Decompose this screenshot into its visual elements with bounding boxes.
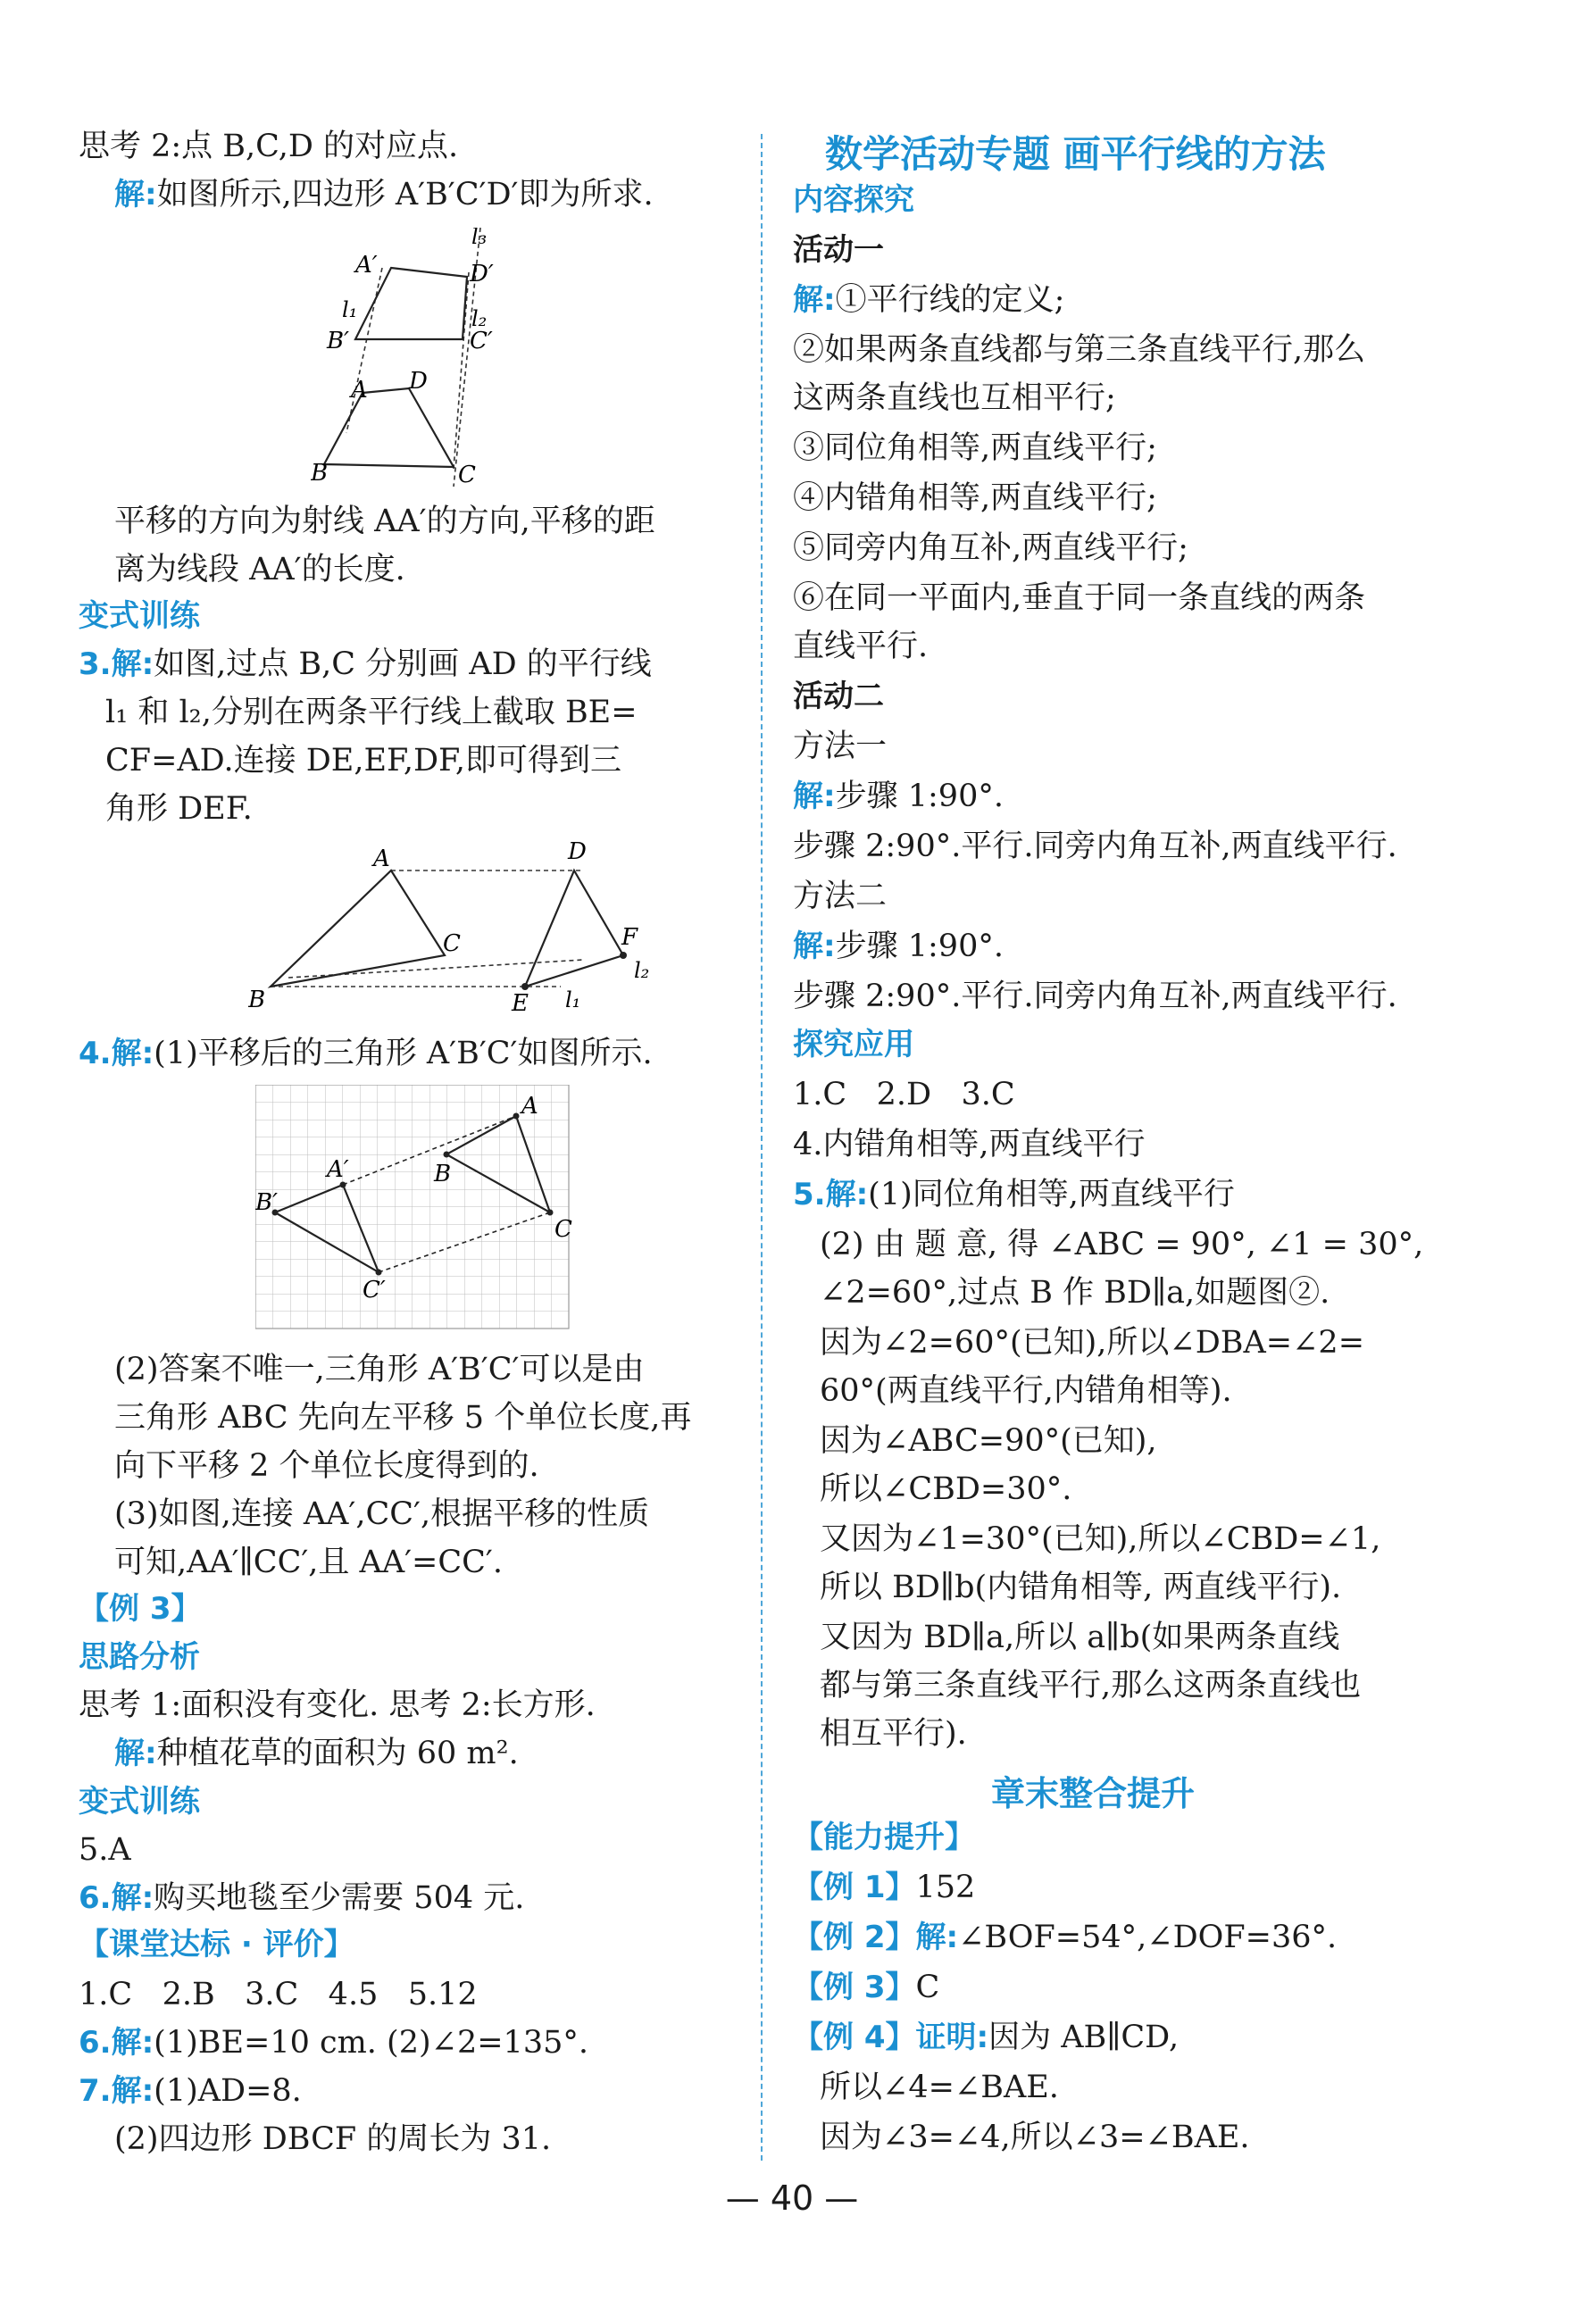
- q5-line-9: 所以 BD∥b(内错角相等, 两直线平行).: [820, 1570, 1342, 1605]
- line-l2: [454, 272, 469, 469]
- q4-part2-line-2: 三角形 ABC 先向左平移 5 个单位长度,再: [114, 1400, 692, 1436]
- method1-label: 方法一: [793, 729, 888, 764]
- answer-5: 5.12: [407, 1977, 478, 2012]
- q5-label: 5.解:: [793, 1177, 869, 1212]
- point-F: [620, 952, 627, 959]
- q3-label: 3.解:: [79, 646, 154, 682]
- q5-line-7: 所以∠CBD=30°.: [820, 1471, 1072, 1507]
- page-number: — 40 —: [725, 2178, 859, 2218]
- q5-line-4: 因为∠2=60°(已知),所以∠DBA=∠2=: [820, 1325, 1365, 1361]
- label-C1: C′: [470, 328, 493, 354]
- q3-line-1: [79, 645, 652, 684]
- q5-line-8: 又因为∠1=30°(已知),所以∠CBD=∠1,: [820, 1521, 1381, 1557]
- q4-text-1: (1)平移后的三角形 A′B′C′如图所示.: [154, 1036, 653, 1071]
- q3-line-2: l₁ 和 l₂,分别在两条平行线上截取 BE=: [105, 695, 638, 730]
- figure-triangle-def: [248, 839, 677, 1018]
- answer-1: 1.C: [79, 1977, 133, 2012]
- method2-label: 方法二: [793, 879, 888, 914]
- q5-line-2: (2) 由 题 意, 得 ∠ABC = 90°, ∠1 = 30°,: [820, 1227, 1424, 1262]
- area-solution-text: 种植花草的面积为 60 m².: [156, 1736, 519, 1771]
- label-l3: l₃: [471, 228, 488, 249]
- solution-label: 解:: [793, 779, 836, 814]
- label-F: F: [621, 924, 638, 951]
- label-A: A: [351, 377, 368, 404]
- q6-label: 6.解:: [79, 1880, 154, 1916]
- label-A: A: [373, 845, 390, 872]
- solution-label: 解:: [793, 282, 836, 318]
- label-D: D: [568, 839, 587, 865]
- label-C: C: [443, 930, 461, 957]
- q5-line-6: 因为∠ABC=90°(已知),: [820, 1423, 1157, 1459]
- heading-class-assessment: 【课堂达标 · 评价】: [79, 1927, 354, 1962]
- heading-variant-training-2: 变式训练: [79, 1784, 200, 1820]
- ex4-tag: 【例 4】证明:: [793, 2020, 989, 2055]
- triangle-DEF: [525, 870, 623, 987]
- m2-step1-line: [793, 927, 1004, 966]
- label-C1: C′: [363, 1277, 386, 1304]
- apply-answer-3: 3.C: [961, 1077, 1015, 1112]
- answer-3: 3.C: [245, 1977, 299, 2012]
- a4-line: ④内错角相等,两直线平行;: [793, 480, 1157, 516]
- a1-text: ①平行线的定义;: [835, 282, 1065, 318]
- q4-part3-line-1: (3)如图,连接 AA′,CC′,根据平移的性质: [114, 1496, 650, 1532]
- section-title: 数学活动专题 画平行线的方法: [825, 132, 1326, 176]
- point-B: [444, 1152, 450, 1158]
- label-l1: l₁: [342, 297, 358, 322]
- label-A1: A′: [355, 252, 378, 279]
- label-B: B: [248, 987, 266, 1013]
- q5-answer: 5.A: [79, 1832, 131, 1868]
- a5-line: ⑤同旁内角互补,两直线平行;: [793, 530, 1188, 566]
- m2-step1: 步骤 1:90°.: [835, 929, 1004, 964]
- quad-original: [324, 388, 454, 467]
- answer-2: 2.B: [162, 1977, 215, 2012]
- label-D1: D′: [470, 261, 494, 287]
- m1-step1: 步骤 1:90°.: [835, 779, 1004, 814]
- a1-line: [793, 280, 1064, 320]
- heading-explore-apply: 探究应用: [793, 1027, 914, 1062]
- point-C: [547, 1210, 554, 1216]
- q4-part3-line-2: 可知,AA′∥CC′,且 AA′=CC′.: [114, 1545, 504, 1580]
- ex4-line-2: 所以∠4=∠BAE.: [820, 2070, 1059, 2105]
- q5-line-12: 相互平行).: [820, 1716, 967, 1752]
- think2-line: 思考 2:点 B,C,D 的对应点.: [79, 129, 459, 164]
- solution-label: 解:: [793, 929, 836, 964]
- think12-line: 思考 1:面积没有变化. 思考 2:长方形.: [79, 1687, 596, 1723]
- a2-line-1: ②如果两条直线都与第三条直线平行,那么: [793, 332, 1366, 368]
- solution-label: 解:: [114, 1736, 157, 1771]
- heading-analysis: 思路分析: [79, 1639, 200, 1675]
- solution-label: 解:: [114, 177, 157, 212]
- q7-text: (1)AD=8.: [154, 2073, 302, 2109]
- heading-variant-training: 变式训练: [79, 598, 200, 634]
- figure-translation-quadrilateral: [311, 228, 632, 496]
- answer-4: 4.5: [328, 1977, 379, 2012]
- label-C: C: [458, 462, 476, 488]
- label-B: B: [311, 460, 329, 487]
- q3-line-3: CF=AD.连接 DE,EF,DF,即可得到三: [105, 743, 621, 779]
- label-E: E: [512, 990, 529, 1017]
- label-A1: A′: [327, 1156, 349, 1183]
- solution-line: [114, 175, 654, 214]
- q7-label: 7.解:: [79, 2073, 154, 2109]
- q6-text: 购买地毯至少需要 504 元.: [154, 1880, 525, 1916]
- q4-label: 4.解:: [79, 1036, 154, 1071]
- ex1-answer: 152: [915, 1870, 976, 1905]
- column-divider: [761, 134, 763, 2161]
- ex2-line: [793, 1918, 1337, 1957]
- chapter-summary-title: 章末整合提升: [991, 1774, 1196, 1813]
- figure-grid-translation: [255, 1085, 577, 1344]
- example3-heading: 【例 3】: [79, 1591, 202, 1627]
- q6b-text: (1)BE=10 cm. (2)∠2=135°.: [154, 2025, 588, 2061]
- a6-line-2: 直线平行.: [793, 629, 929, 664]
- a2-line-2: 这两条直线也互相平行;: [793, 380, 1116, 416]
- class-answers-row: [79, 1975, 478, 2014]
- label-A: A: [521, 1093, 538, 1120]
- label-l1: l₁: [565, 987, 581, 1012]
- ex3-tag: 【例 3】: [793, 1970, 916, 2005]
- m1-step2: 步骤 2:90°.平行.同旁内角互补,两直线平行.: [793, 829, 1397, 864]
- activity1-heading: 活动一: [793, 232, 884, 268]
- quad-translated: [355, 268, 467, 339]
- label-B: B: [434, 1161, 452, 1187]
- q6b-line: [79, 2023, 588, 2062]
- ex1-tag: 【例 1】: [793, 1870, 916, 1905]
- q7-line: [79, 2071, 302, 2111]
- para-direction-2: 离为线段 AA′的长度.: [114, 552, 405, 587]
- label-C: C: [554, 1216, 572, 1243]
- label-D: D: [409, 368, 428, 395]
- para-direction-1: 平移的方向为射线 AA′的方向,平移的距: [114, 504, 655, 539]
- q5-line-5: 60°(两直线平行,内错角相等).: [820, 1373, 1232, 1409]
- q7-line-2: (2)四边形 DBCF 的周长为 31.: [114, 2121, 552, 2157]
- q5-part1: (1)同位角相等,两直线平行: [868, 1177, 1235, 1212]
- apply-answers-row: [793, 1075, 1015, 1114]
- apply-q4: 4.内错角相等,两直线平行: [793, 1127, 1146, 1162]
- ex2-tag: 【例 2】解:: [793, 1920, 959, 1955]
- solution-text: 如图所示,四边形 A′B′C′D′即为所求.: [156, 177, 654, 212]
- m2-step2: 步骤 2:90°.平行.同旁内角互补,两直线平行.: [793, 979, 1397, 1014]
- point-A: [513, 1113, 520, 1120]
- label-B1: B′: [255, 1189, 279, 1216]
- q3-text-1: 如图,过点 B,C 分别画 AD 的平行线: [154, 646, 652, 682]
- a3-line: ③同位角相等,两直线平行;: [793, 430, 1157, 466]
- apply-answer-2: 2.D: [876, 1077, 932, 1112]
- ex2-answer: ∠BOF=54°,∠DOF=36°.: [958, 1920, 1338, 1955]
- ex4-line-3: 因为∠3=∠4,所以∠3=∠BAE.: [820, 2120, 1250, 2155]
- q4-part2-line-3: 向下平移 2 个单位长度得到的.: [114, 1448, 539, 1484]
- m1-step1-line: [793, 777, 1004, 816]
- ex4-text-1: 因为 AB∥CD,: [988, 2020, 1180, 2055]
- area-solution-line: [114, 1734, 519, 1773]
- q6-line: [79, 1878, 524, 1918]
- ex1-line: [793, 1868, 975, 1907]
- apply-answer-1: 1.C: [793, 1077, 847, 1112]
- q5-line-3: ∠2=60°,过点 B 作 BD∥a,如题图②.: [820, 1275, 1330, 1311]
- q5-line-10: 又因为 BD∥a,所以 a∥b(如果两条直线: [820, 1620, 1340, 1655]
- point-E: [521, 983, 529, 990]
- activity2-heading: 活动二: [793, 679, 884, 714]
- q4-part2-line-1: (2)答案不唯一,三角形 A′B′C′可以是由: [114, 1352, 645, 1387]
- ex3-answer: C: [915, 1970, 940, 2005]
- q4-line-1: [79, 1034, 653, 1073]
- line-l1: [346, 268, 382, 433]
- ex3-line: [793, 1968, 939, 2007]
- q6b-label: 6.解:: [79, 2025, 154, 2061]
- heading-ability: 【能力提升】: [793, 1820, 975, 1855]
- point-C1: [376, 1270, 382, 1276]
- ex4-line: [793, 2018, 1179, 2057]
- label-l2: l₂: [634, 958, 650, 983]
- label-l2: l₂: [471, 306, 488, 331]
- apply-q5-line: [793, 1175, 1235, 1214]
- label-B1: B′: [327, 328, 350, 354]
- a6-line-1: ⑥在同一平面内,垂直于同一条直线的两条: [793, 580, 1366, 616]
- q3-line-4: 角形 DEF.: [105, 791, 253, 827]
- heading-content-explore: 内容探究: [793, 182, 914, 218]
- q5-line-11: 都与第三条直线平行,那么这两条直线也: [820, 1668, 1362, 1703]
- grid-background: [255, 1085, 569, 1329]
